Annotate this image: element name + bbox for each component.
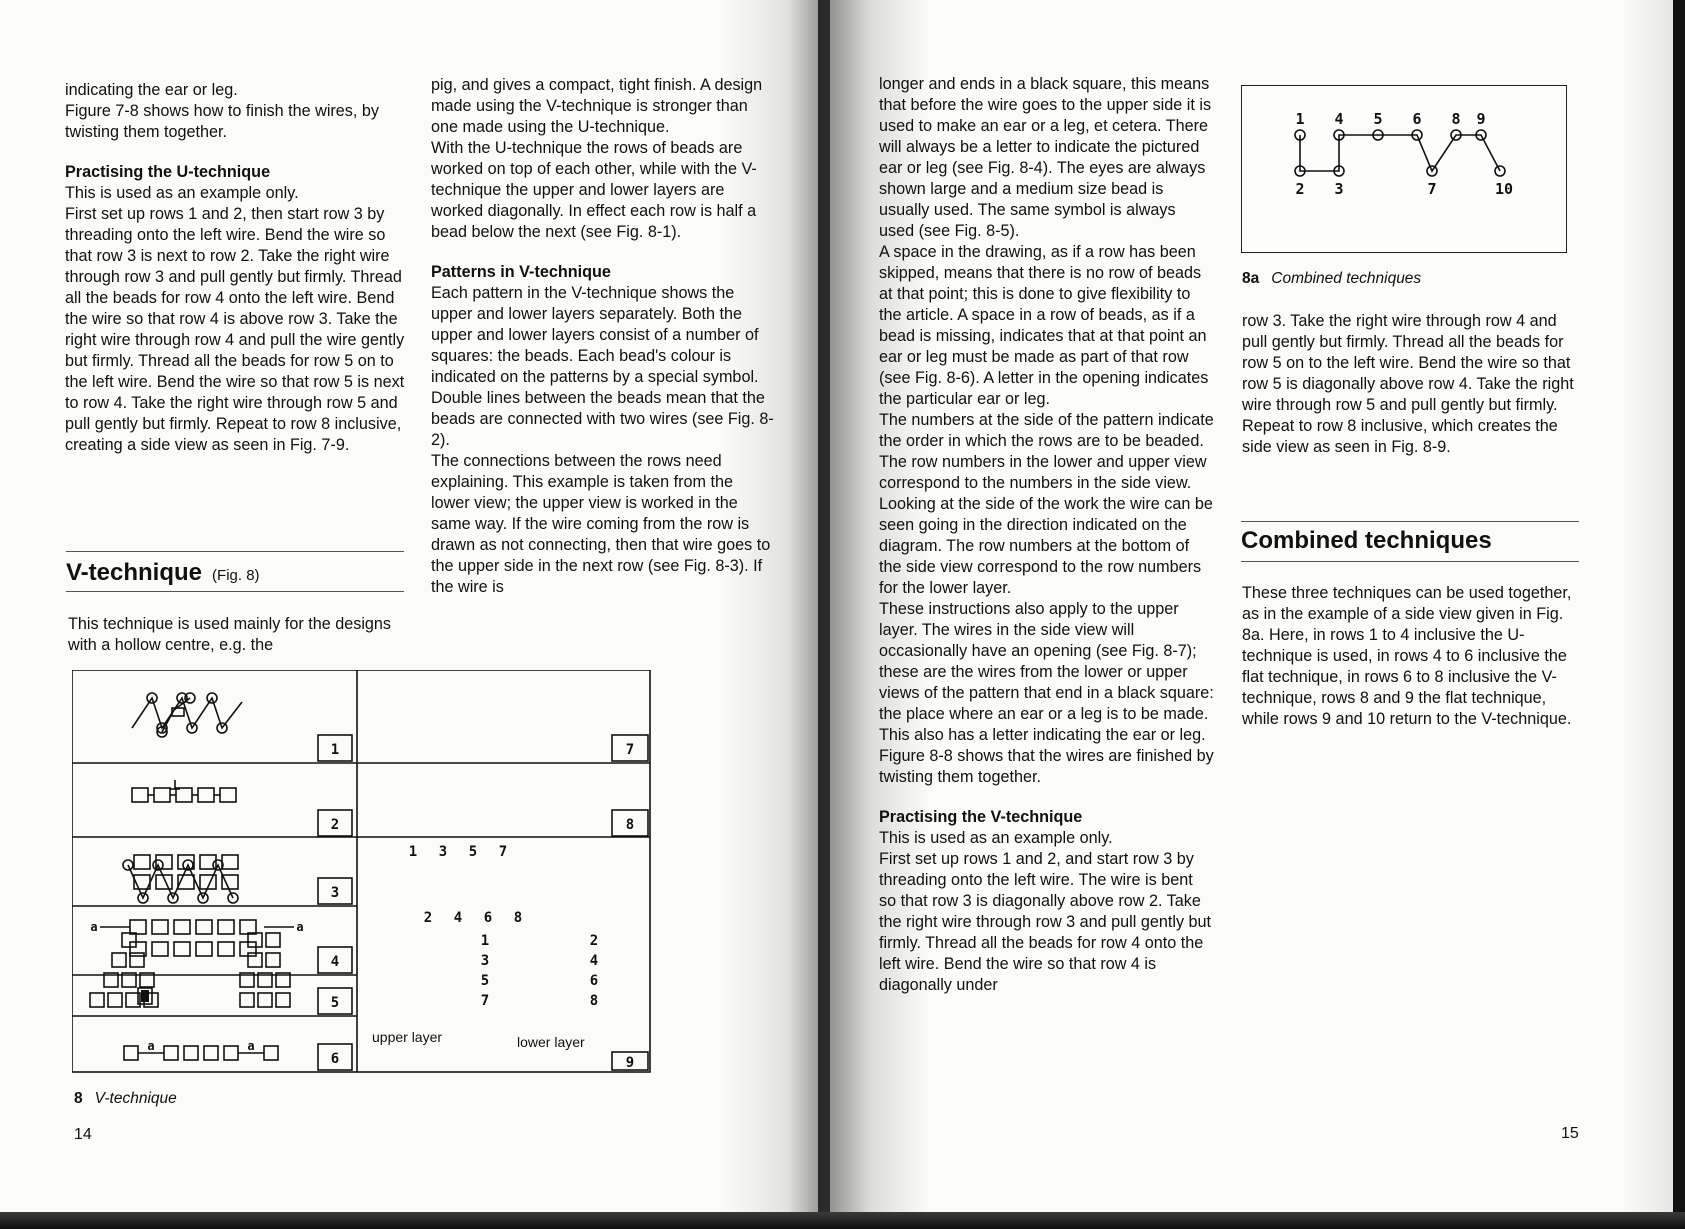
paragraph: A space in the drawing, as if a row has been skipped, means that there is no row of beads at that point; this is done to give flexibility to the article. A space in a row of beads, as if a bead is missing, indicates that at that point an ear or leg must be made as part of that row (see Fig. 8-6). A letter in the opening indicates the particular ear or leg. [879,243,1209,408]
wire-label: a [90,920,98,934]
row-number: 3 [438,844,448,860]
row-number: 4 [1334,110,1344,128]
row-number: 10 [1494,180,1514,198]
row-number: 5 [468,844,478,860]
row-number: 6 [483,910,493,926]
page-number-left: 14 [74,1126,92,1143]
section-title-combined: Combined techniques [1241,527,1492,554]
paragraph: Figure 7-8 shows how to finish the wires, by twisting them together. [65,102,379,141]
row-number: 2 [589,933,599,949]
paragraph: With the U-technique the rows of beads are worked on top of each other, while with the V-technique the upper and lower layers are worked diagonally. In effect each row is half a bead below the next (see Fig. 8-1). [431,139,757,241]
paragraph: row 3. Take the right wire through row 4 and pull gently but firmly. Thread all the beads for row 5 on to the left wire. Bend the wire so that row 5 is diagonally above row 4. Take the right wire through row 5 and pull gently but firmly. Repeat to row 8 inclusive, which creates the side view as seen in Fig. 8-9. [1242,312,1574,456]
lower-layer-label: lower layer [517,1034,585,1050]
cell-number: 7 [625,742,635,758]
cell-number: 1 [330,742,340,758]
row-number: 1 [480,933,490,949]
caption-text: Combined techniques [1271,270,1422,287]
row-number: 7 [1427,180,1437,198]
row-number: 7 [480,993,490,1009]
wire-label: a [147,1039,155,1053]
row-number: 1 [408,844,418,860]
paragraph: Double lines between the beads mean that the beads are connected with two wires (see Fig. 8-2). [431,389,774,449]
wire-label: a [247,1039,255,1053]
row-number: 8 [513,910,523,926]
figure-8-v-technique [72,670,652,1073]
row-number: 4 [589,953,599,969]
caption-number: 8a [1242,270,1260,287]
paragraph: This is used as an example only. [879,829,1113,847]
paragraph: First set up rows 1 and 2, and start row 3 by threading onto the left wire. The wire is bent so that row 3 is diagonally above row 2. Take the right wire through row 3 and pull gently but firmly. Thread all the beads for row 4 onto the left wire. Bend the wire so that row 4 is diagonally under [879,850,1212,994]
cell-number: 5 [330,995,340,1011]
figure-8a-combined [1241,85,1567,253]
section-figure-ref: (Fig. 8) [212,567,260,584]
cell-number: 6 [330,1051,340,1067]
row-number: 6 [1412,110,1422,128]
paragraph: First set up rows 1 and 2, then start row 3 by threading onto the left wire. Bend the wire so that row 3 is next to row 2. Take the right wire through row 3 and pull gently but firmly. Thread all the beads for row 4 onto the left wire. Bend the wire so that row 4 is above row 3. Take the right wire through row 4 and pull the wire gently but firmly. Thread all the beads for row 5 on to the left wire. Bend the wire so that row 5 is next to row 4. Take the right wire through row 5 and pull gently but firmly. Repeat to row 8 inclusive, creating a side view as seen in Fig. 7-9. [65,205,405,454]
paragraph: Each pattern in the V-technique shows the upper and lower layers separately. Both the upper and lower layers consist of a number of squares: the beads. Each bead's colour is indicated on the patterns by a special symbol. [431,284,759,386]
paragraph: Figure 8-8 shows that the wires are finished by twisting them together. [879,747,1214,786]
paragraph: The numbers at the side of the pattern indicate the order in which the rows are to be beaded. The row numbers in the lower and upper view correspond to the numbers in the side view. [879,411,1214,492]
row-number: 8 [1451,110,1461,128]
row-number: 4 [453,910,463,926]
row-number: 3 [480,953,490,969]
divider [1241,561,1579,562]
cell-number: 8 [625,817,635,833]
paragraph: longer and ends in a black square, this means that before the wire goes to the upper side it is used to make an ear or a leg, et cetera. There will always be a letter to indicate the pictured ear or leg (see Fig. 8-4). The eyes are always shown large and a medium size bead is usually used. The same symbol is always used (see Fig. 8-5). [879,75,1212,240]
book-bottom-edge [0,1212,1685,1229]
paragraph: These three techniques can be used together, as in the example of a side view given in Fig. 8a. Here, in rows 1 to 4 inclusive the U-technique is used, in rows 4 to 6 inclusive the flat technique, in rows 6 to 8 inclusive the V-technique, rows 8 and 9 the flat technique, while rows 9 and 10 return to the V-technique. [1242,584,1572,728]
paragraph: This is used as an example only. [65,184,299,202]
cell-number: 4 [330,954,340,970]
cell-number: 9 [625,1055,635,1071]
figure-frame [72,670,650,1072]
row-number: 2 [1295,180,1305,198]
paragraph: This technique is used mainly for the designs with a hollow centre, e.g. the [68,615,392,654]
right-column-2 [1242,311,1582,458]
cell-number: 3 [330,885,340,901]
left-column-1 [65,80,405,456]
row-number: 1 [1295,110,1305,128]
left-column-2 [431,75,776,598]
book-edge [1673,0,1685,1229]
book-gutter [818,0,830,1229]
paragraph: These instructions also apply to the upper layer. The wires in the side view will occasionally have an opening (see Fig. 8-7); these are the wires from the lower or upper views of the pattern that end in a black square: the place where an ear or a leg is to be made. This also has a letter indicating the ear or leg. [879,600,1214,744]
section-intro [68,614,404,656]
row-number: 8 [589,993,599,1009]
paragraph: indicating the ear or leg. [65,81,238,99]
paragraph: pig, and gives a compact, tight finish. A design made using the V-technique is stronger than one made using the U-technique. [431,76,763,136]
combined-techniques-body [1242,583,1582,730]
divider [1241,521,1579,522]
paragraph: The connections between the rows need explaining. This example is taken from the lower view; the upper view is worked in the same way. If the wire coming from the row is drawn as not connecting, then that wire goes to the upper side in the next row (see Fig. 8-3). If the wire is [431,452,771,596]
page-number-right: 15 [1561,1125,1579,1142]
row-number: 5 [480,973,490,989]
upper-layer-label: upper layer [372,1029,443,1045]
divider [66,591,404,592]
caption-number: 8 [74,1090,83,1107]
row-number: 7 [498,844,508,860]
subheading-practising-v: Practising the V-technique [879,808,1083,826]
section-title-text: V-technique [66,559,203,586]
right-column-1 [879,74,1214,996]
wire-label: a [296,920,304,934]
paragraph: Looking at the side of the work the wire can be seen going in the direction indicated on the diagram. The row numbers at the bottom of the side view correspond to the row numbers for the lower layer. [879,495,1213,597]
caption-text: V-technique [94,1090,177,1107]
row-number: 6 [589,973,599,989]
figure-8a-caption [1242,270,1421,288]
subheading-practising-u: Practising the U-technique [65,163,271,181]
row-number: 3 [1334,180,1344,198]
row-number: 2 [423,910,433,926]
cell-number: 2 [330,817,340,833]
section-title-v-technique [66,558,260,591]
figure-8-caption [74,1090,177,1108]
row-number: 5 [1373,110,1383,128]
divider [66,551,404,552]
subheading-patterns-v: Patterns in V-technique [431,263,611,281]
row-number: 9 [1476,110,1486,128]
